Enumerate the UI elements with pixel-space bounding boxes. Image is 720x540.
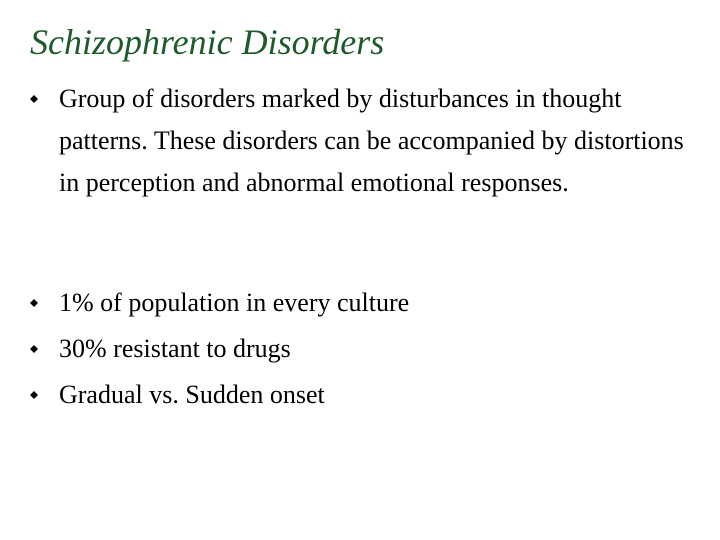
diamond-bullet-icon	[30, 95, 38, 103]
bullet-text: Gradual vs. Sudden onset	[59, 380, 325, 409]
bullet-item	[30, 78, 690, 204]
bullet-text: 1% of population in every culture	[59, 288, 410, 317]
diamond-bullet-icon	[30, 345, 38, 353]
bullet-item	[30, 280, 690, 326]
bullet-item	[30, 326, 690, 372]
diamond-bullet-icon	[30, 299, 38, 307]
bullet-text: 30% resistant to drugs	[59, 334, 291, 363]
slide-title: Schizophrenic Disorders	[30, 22, 385, 62]
bullet-list	[30, 78, 690, 246]
bullet-item	[30, 372, 690, 418]
bullet-list-facts	[30, 280, 690, 418]
bullet-text: Group of disorders marked by disturbances in thought patterns. These disorders can be accompanied by distortions in perception and abnormal emotional responses.	[59, 84, 684, 197]
diamond-bullet-icon	[30, 391, 38, 399]
